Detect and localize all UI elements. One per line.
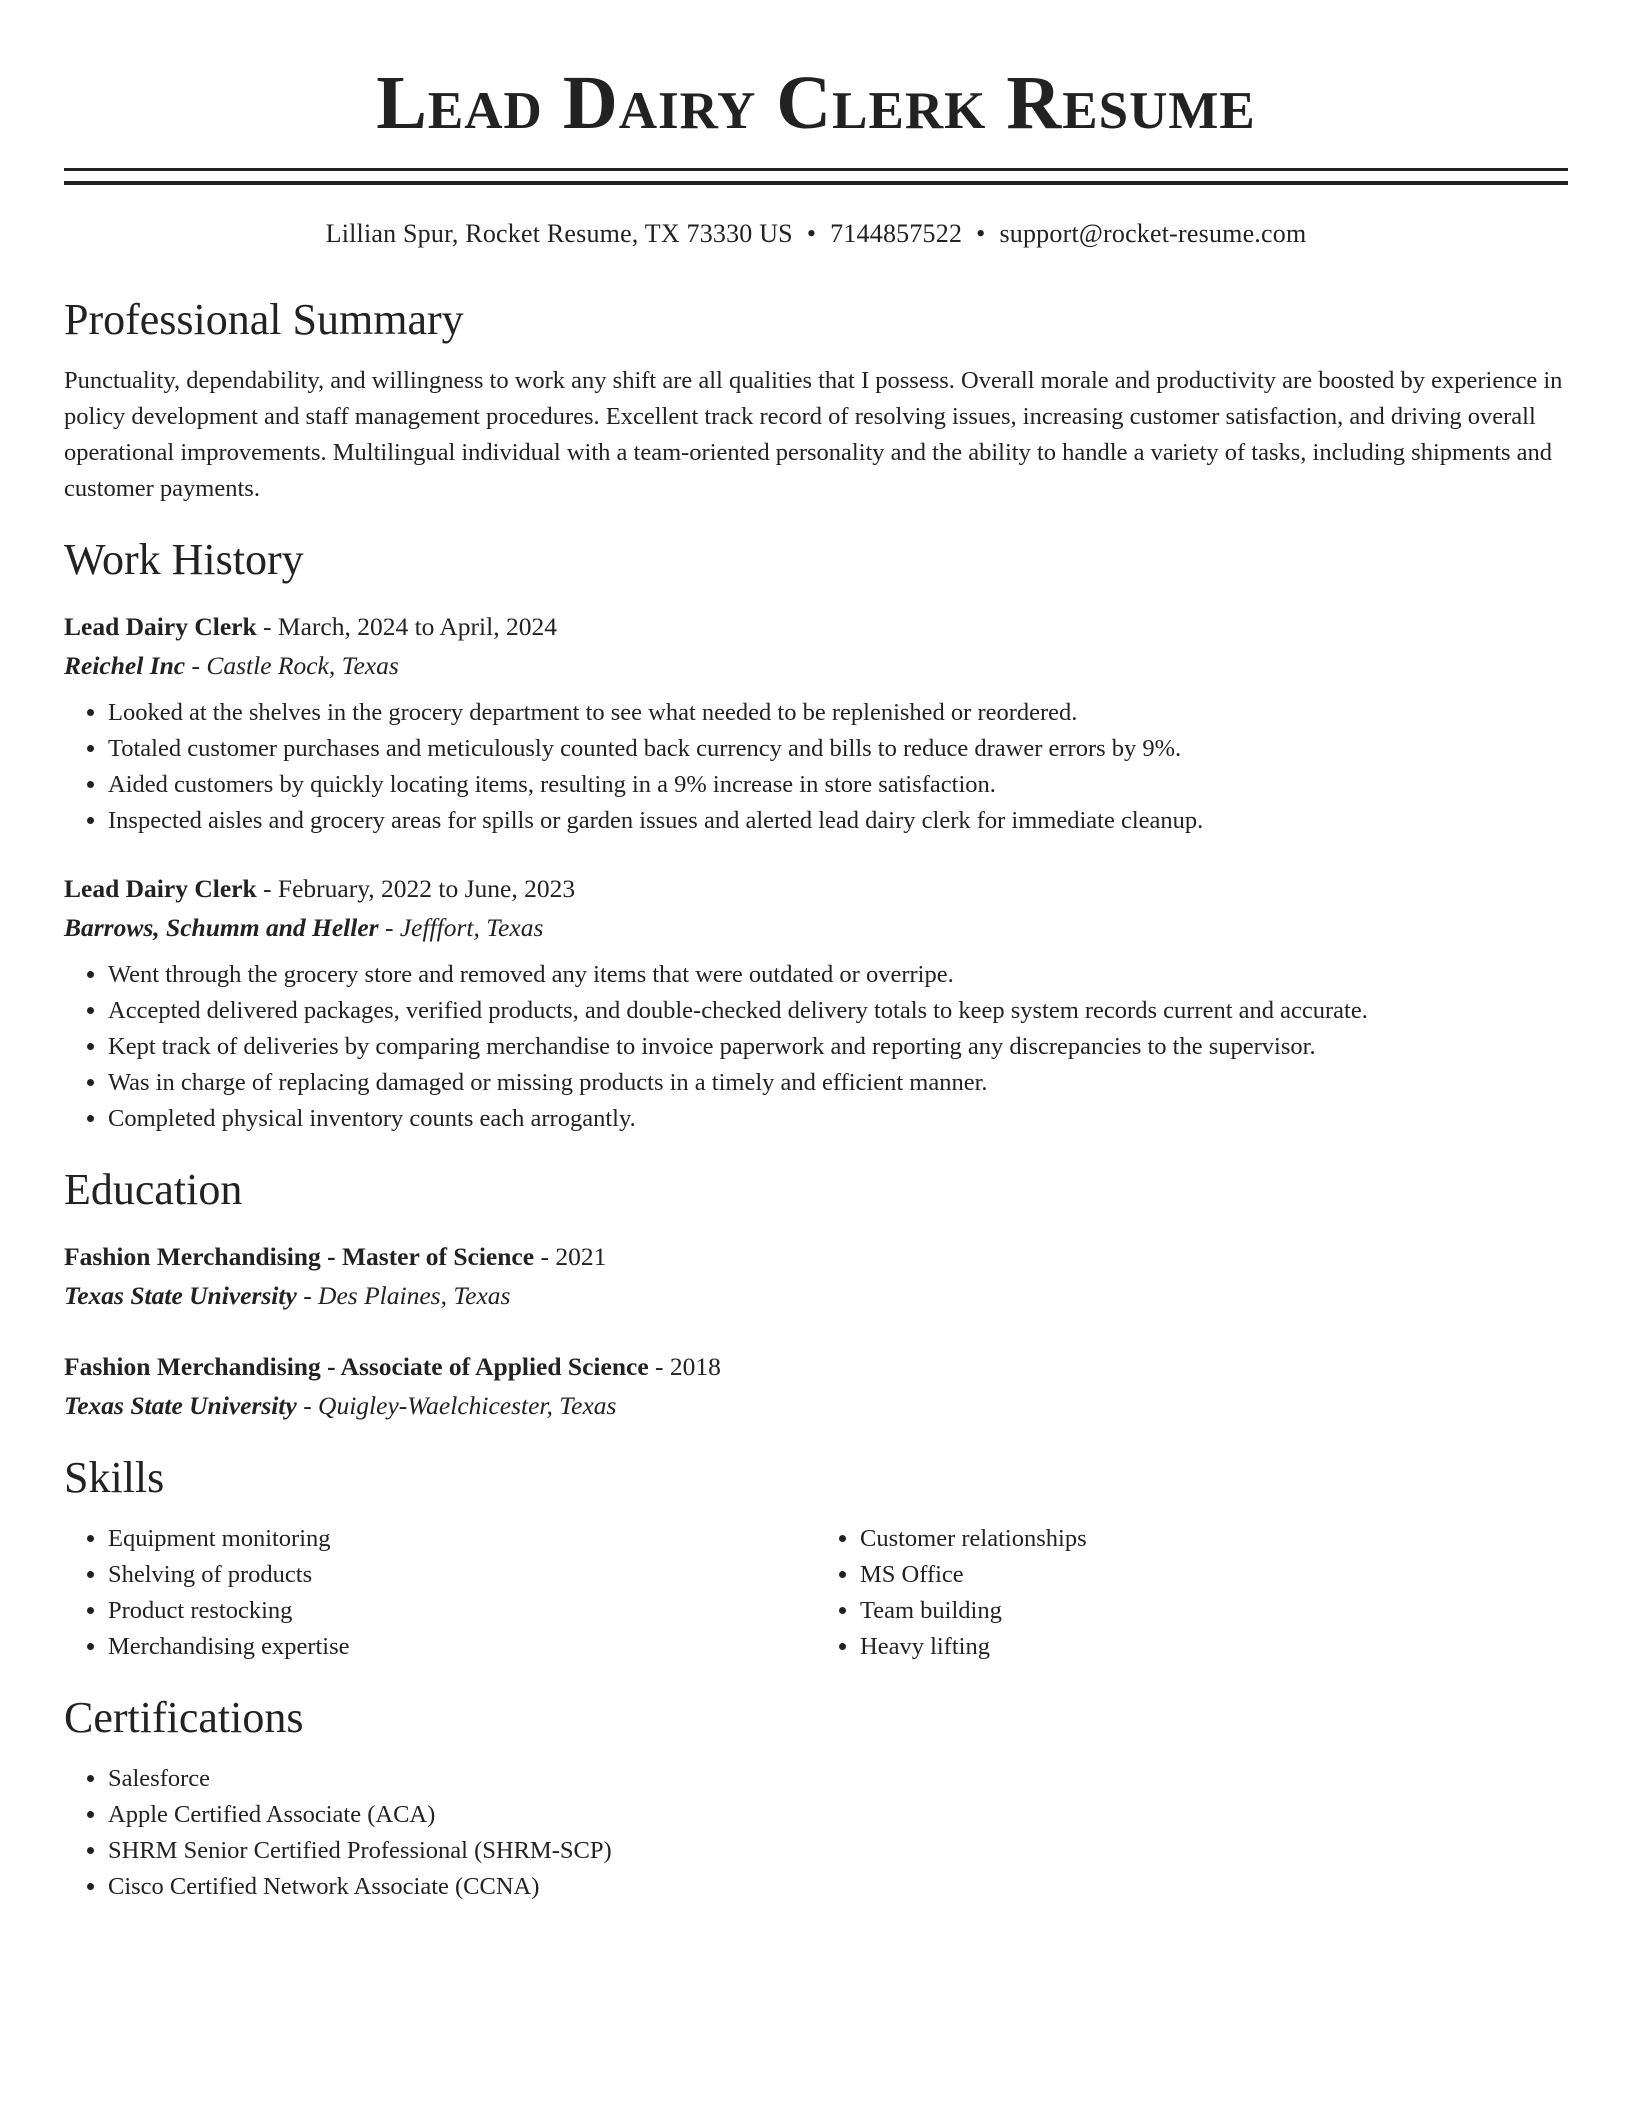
- education-year: - 2021: [534, 1242, 607, 1271]
- job-company-line: [64, 646, 1568, 685]
- education-school: Texas State University: [64, 1281, 297, 1310]
- job-company: Barrows, Schumm and Heller: [64, 913, 379, 942]
- education-heading: Education: [64, 1165, 243, 1214]
- skill-item: • MS Office: [860, 1557, 1568, 1593]
- job-company-line: [64, 908, 1568, 947]
- job-entry: [64, 869, 1568, 1137]
- skills-columns: [64, 1521, 1568, 1665]
- education-degree: Fashion Merchandising - Associate of Applied Science: [64, 1352, 649, 1381]
- education-school-line: [64, 1276, 1568, 1315]
- skill-item: • Merchandising expertise: [108, 1629, 816, 1665]
- skill-item: • Equipment monitoring: [108, 1521, 816, 1557]
- job-location: - Castle Rock, Texas: [185, 651, 399, 680]
- skills-heading: Skills: [64, 1453, 165, 1502]
- job-bullet: • Went through the grocery store and removed any items that were outdated or overripe.: [108, 957, 1568, 993]
- summary-text: Punctuality, dependability, and willingness to work any shift are all qualities that I possess. Overall morale and productivity are boosted by experience in policy development and staff management procedures. Excellent track record of resolving issues, increasing customer satisfaction, and driving overall operational improvements. Multilingual individual with a team-oriented personality and the ability to handle a variety of tasks, including shipments and customer payments.: [64, 367, 1563, 502]
- education-degree-line: [64, 1237, 1568, 1276]
- certification-item: • Apple Certified Associate (ACA): [108, 1797, 1568, 1833]
- job-title: Lead Dairy Clerk: [64, 874, 257, 903]
- skill-item: • Heavy lifting: [860, 1629, 1568, 1665]
- job-dates: - March, 2024 to April, 2024: [256, 612, 557, 641]
- contact-phone: 7144857522: [830, 219, 963, 248]
- education-degree-line: [64, 1347, 1568, 1386]
- job-bullet: • Inspected aisles and grocery areas for spills or garden issues and alerted lead dairy clerk for immediate cleanup.: [108, 803, 1568, 839]
- skill-item: • Product restocking: [108, 1593, 816, 1629]
- job-bullet: • Aided customers by quickly locating items, resulting in a 9% increase in store satisfaction.: [108, 767, 1568, 803]
- education-location: - Des Plaines, Texas: [296, 1281, 511, 1310]
- job-title-line: [64, 869, 1568, 908]
- job-bullet-list: [64, 957, 1568, 1137]
- job-dates: - February, 2022 to June, 2023: [256, 874, 576, 903]
- contact-address: Lillian Spur, Rocket Resume, TX 73330 US: [325, 219, 793, 248]
- certification-item: • Cisco Certified Network Associate (CCNA): [108, 1869, 1568, 1905]
- contact-separator: •: [976, 219, 986, 248]
- resume-title: Lead Dairy Clerk Resume: [376, 61, 1256, 145]
- education-location: - Quigley-Waelchicester, Texas: [296, 1391, 617, 1420]
- job-entry: [64, 607, 1568, 839]
- job-bullet: • Totaled customer purchases and meticulously counted back currency and bills to reduce drawer errors by 9%.: [108, 731, 1568, 767]
- education-year: - 2018: [648, 1352, 721, 1381]
- skills-list-left: [64, 1521, 816, 1665]
- job-title-line: [64, 607, 1568, 646]
- skill-item: • Customer relationships: [860, 1521, 1568, 1557]
- education-degree: Fashion Merchandising - Master of Science: [64, 1242, 535, 1271]
- job-bullet: • Completed physical inventory counts each arrogantly.: [108, 1101, 1568, 1137]
- job-title: Lead Dairy Clerk: [64, 612, 257, 641]
- contact-separator: •: [806, 219, 817, 248]
- education-school-line: [64, 1386, 1568, 1425]
- education-entry: [64, 1347, 1568, 1425]
- contact-line: [64, 217, 1568, 251]
- job-bullet: • Accepted delivered packages, verified products, and double-checked delivery totals to keep system records current and accurate.: [108, 993, 1568, 1029]
- education-entry: [64, 1237, 1568, 1315]
- skills-list-right: [816, 1521, 1568, 1665]
- summary-heading: Professional Summary: [64, 295, 464, 344]
- education-school: Texas State University: [64, 1391, 297, 1420]
- job-company: Reichel Inc: [64, 651, 186, 680]
- certification-item: • SHRM Senior Certified Professional (SHRM-SCP): [108, 1833, 1568, 1869]
- title-double-rule: [64, 168, 1568, 185]
- skill-item: • Shelving of products: [108, 1557, 816, 1593]
- contact-email: support@rocket-resume.com: [999, 219, 1307, 248]
- job-bullet: • Kept track of deliveries by comparing merchandise to invoice paperwork and reporting any discrepancies to the supervisor.: [108, 1029, 1568, 1065]
- certifications-heading: Certifications: [64, 1693, 304, 1742]
- job-bullet-list: [64, 695, 1568, 839]
- certification-item: • Salesforce: [108, 1761, 1568, 1797]
- work-history-heading: Work History: [64, 535, 304, 584]
- skill-item: • Team building: [860, 1593, 1568, 1629]
- job-location: - Jefffort, Texas: [378, 913, 544, 942]
- certifications-list: [64, 1761, 1568, 1905]
- job-bullet: • Was in charge of replacing damaged or missing products in a timely and efficient manner.: [108, 1065, 1568, 1101]
- job-bullet: • Looked at the shelves in the grocery department to see what needed to be replenished or reordered.: [108, 695, 1568, 731]
